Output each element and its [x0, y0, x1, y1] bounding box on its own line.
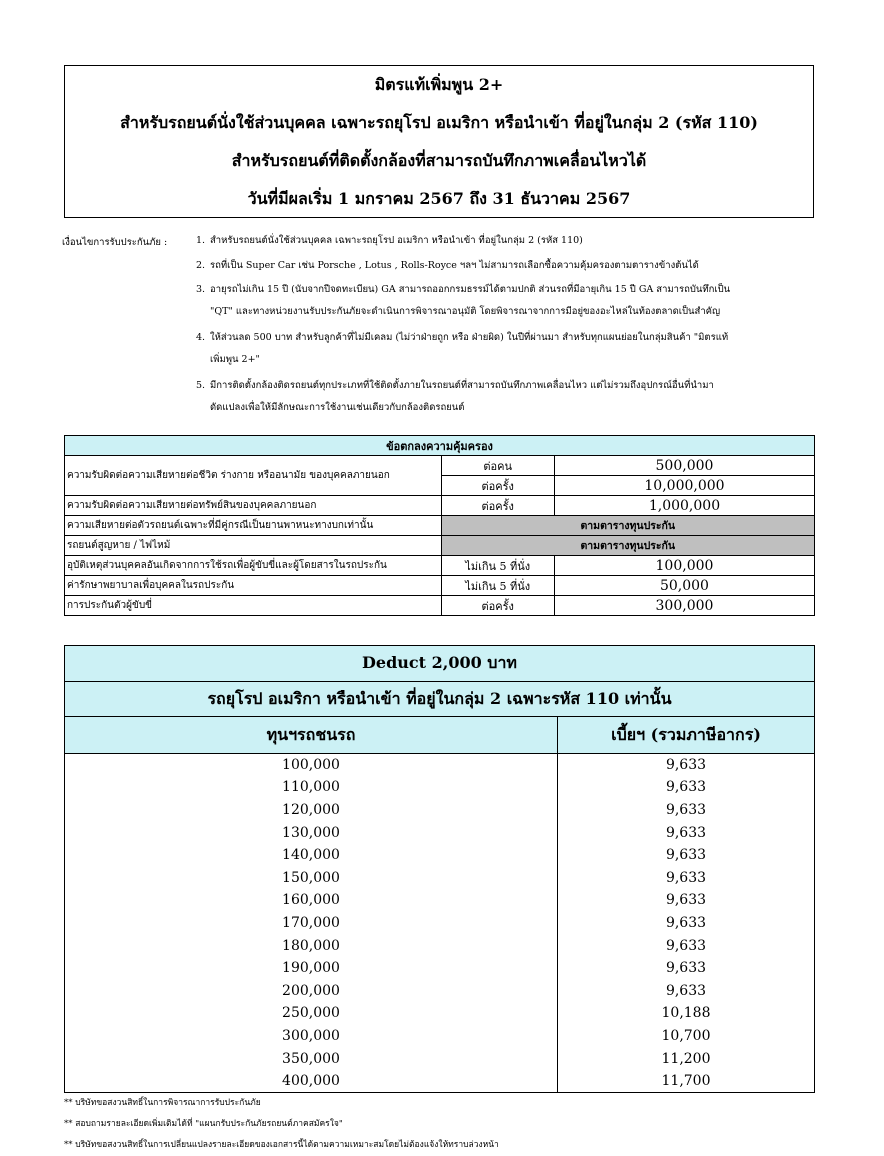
coverage-merged-value: ตามตารางทุนประกัน — [441, 536, 815, 556]
coverage-value: 100,000 — [554, 556, 814, 576]
table-row — [65, 889, 815, 912]
table-row — [65, 576, 815, 596]
coverage-table — [64, 435, 815, 616]
deduct-header: Deduct 2,000 บาท — [65, 646, 815, 682]
coverage-unit: ไม่เกิน 5 ที่นั่ง — [441, 556, 554, 576]
coverage-value: 50,000 — [554, 576, 814, 596]
table-row — [65, 456, 815, 476]
condition-item — [196, 255, 796, 277]
condition-text-cont: ดัดแปลงเพื่อให้มีลักษณะการใช้งานเช่นเดียวกับกล้องติดรถยนต์ — [210, 402, 465, 413]
title-box — [64, 65, 814, 218]
sum-insured-cell: 350,000 — [65, 1047, 558, 1070]
table-row — [65, 979, 815, 1002]
sum-insured-cell: 170,000 — [65, 912, 558, 935]
sum-insured-cell: 200,000 — [65, 979, 558, 1002]
coverage-value: 1,000,000 — [554, 496, 814, 516]
premium-cell: 9,633 — [558, 799, 815, 822]
table-row — [65, 496, 815, 516]
table-row — [65, 536, 815, 556]
group-header: รถยุโรป อเมริกา หรือนำเข้า ที่อยู่ในกลุ่ม 2 เฉพาะรหัส 110 เท่านั้น — [65, 682, 815, 717]
condition-number: 5. — [196, 380, 206, 391]
coverage-unit: ต่อคน — [441, 456, 554, 476]
title-product-name: มิตรแท้เพิ่มพูน 2+ — [374, 75, 504, 94]
sum-insured-cell: 160,000 — [65, 889, 558, 912]
table-row — [65, 866, 815, 889]
table-row — [65, 1047, 815, 1070]
table-row — [65, 844, 815, 867]
condition-number: 2. — [196, 260, 206, 271]
sum-insured-cell: 110,000 — [65, 776, 558, 799]
table-row — [65, 596, 815, 616]
table-row — [65, 1070, 815, 1093]
premium-cell: 9,633 — [558, 844, 815, 867]
table-row — [65, 912, 815, 935]
table-row — [65, 516, 815, 536]
coverage-header: ข้อตกลงความคุ้มครอง — [65, 436, 815, 456]
column-header-sum-insured: ทุนฯรถชนรถ — [65, 717, 558, 754]
coverage-desc: ความเสียหายต่อตัวรถยนต์เฉพาะที่มีคู่กรณีเป็นยานพาหนะทางบกเท่านั้น — [65, 516, 442, 536]
conditions-label: เงื่อนไขการรับประกันภัย : — [62, 237, 168, 248]
coverage-desc: ค่ารักษาพยาบาลเพื่อบุคคลในรถประกัน — [65, 576, 442, 596]
footnote: ** บริษัทขอสงวนสิทธิ์ในการพิจารณาการรับประกันภัย — [64, 1098, 261, 1108]
condition-number: 3. — [196, 284, 206, 295]
sum-insured-cell: 400,000 — [65, 1070, 558, 1093]
footnote: ** สอบถามรายละเอียดเพิ่มเติมได้ที่ "แผนกรับประกันภัยรถยนต์ภาคสมัครใจ" — [64, 1119, 343, 1129]
table-row — [65, 1025, 815, 1048]
title-effective-date: วันที่มีผลเริ่ม 1 มกราคม 2567 ถึง 31 ธันวาคม 2567 — [247, 189, 631, 208]
premium-cell: 9,633 — [558, 754, 815, 777]
condition-text: สำหรับรถยนต์นั่งใช้ส่วนบุคคล เฉพาะรถยุโรป อเมริกา หรือนำเข้า ที่อยู่ในกลุ่ม 2 (รหัส 110) — [210, 235, 583, 246]
table-row — [65, 821, 815, 844]
condition-text-cont: เพิ่มพูน 2+" — [210, 354, 260, 365]
premium-cell: 9,633 — [558, 934, 815, 957]
condition-item — [196, 230, 796, 252]
table-row — [65, 556, 815, 576]
condition-number: 1. — [196, 235, 206, 246]
condition-number: 4. — [196, 332, 206, 343]
condition-text-cont: "QT" และทางหน่วยงานรับประกันภัยจะดำเนินการพิจารณาอนุมัติ โดยพิจารณาจากการมีอยู่ของอะไหล่ในท้องตลาดเป็นสำคัญ — [210, 306, 721, 317]
table-row — [65, 957, 815, 980]
premium-cell: 11,700 — [558, 1070, 815, 1093]
coverage-value: 10,000,000 — [554, 476, 814, 496]
coverage-value: 500,000 — [554, 456, 814, 476]
sum-insured-cell: 120,000 — [65, 799, 558, 822]
premium-cell: 10,700 — [558, 1025, 815, 1048]
condition-item — [196, 375, 796, 419]
condition-text: อายุรถไม่เกิน 15 ปี (นับจากปีจดทะเบียน) GA สามารถออกกรมธรรม์ได้ตามปกติ ส่วนรถที่มีอายุเกิน 15 ปี GA สามารถบันทึกเป็น — [210, 284, 731, 295]
sum-insured-cell: 300,000 — [65, 1025, 558, 1048]
premium-cell: 9,633 — [558, 821, 815, 844]
sum-insured-cell: 100,000 — [65, 754, 558, 777]
sum-insured-cell: 250,000 — [65, 1002, 558, 1025]
footnotes — [64, 1093, 499, 1156]
table-row — [65, 799, 815, 822]
sum-insured-cell: 150,000 — [65, 866, 558, 889]
sum-insured-cell: 130,000 — [65, 821, 558, 844]
coverage-unit: ต่อครั้ง — [441, 596, 554, 616]
premium-cell: 9,633 — [558, 912, 815, 935]
premium-table — [64, 645, 815, 1093]
coverage-desc: การประกันตัวผู้ขับขี่ — [65, 596, 442, 616]
coverage-unit: ต่อครั้ง — [441, 476, 554, 496]
condition-item — [196, 327, 796, 371]
premium-cell: 9,633 — [558, 957, 815, 980]
column-header-premium: เบี้ยฯ (รวมภาษีอากร) — [558, 717, 815, 754]
table-row — [65, 934, 815, 957]
table-row — [65, 754, 815, 777]
premium-cell: 11,200 — [558, 1047, 815, 1070]
premium-cell: 10,188 — [558, 1002, 815, 1025]
sum-insured-cell: 140,000 — [65, 844, 558, 867]
sum-insured-cell: 190,000 — [65, 957, 558, 980]
coverage-value: 300,000 — [554, 596, 814, 616]
coverage-desc: ความรับผิดต่อความเสียหายต่อทรัพย์สินของบุคคลภายนอก — [65, 496, 442, 516]
condition-text: มีการติดตั้งกล้องติดรถยนต์ทุกประเภทที่ใช้ติดตั้งภายในรถยนต์ที่สามารถบันทึกภาพเคลื่อนไหว แต่ไม่รวมถึงอุปกรณ์อื่นที่นำมา — [210, 380, 714, 391]
premium-cell: 9,633 — [558, 776, 815, 799]
coverage-desc: อุบัติเหตุส่วนบุคคลอันเกิดจากการใช้รถเพื่อผู้ขับขี่และผู้โดยสารในรถประกัน — [65, 556, 442, 576]
coverage-desc: รถยนต์สูญหาย / ไฟไหม้ — [65, 536, 442, 556]
sum-insured-cell: 180,000 — [65, 934, 558, 957]
coverage-unit: ไม่เกิน 5 ที่นั่ง — [441, 576, 554, 596]
premium-cell: 9,633 — [558, 979, 815, 1002]
table-row — [65, 1002, 815, 1025]
coverage-unit: ต่อครั้ง — [441, 496, 554, 516]
condition-text: ให้ส่วนลด 500 บาท สำหรับลูกค้าที่ไม่มีเคลม (ไม่ว่าฝ่ายถูก หรือ ฝ่ายผิด) ในปีที่ผ่านมา สำหรับทุกแผนย่อยในกลุ่มสินค้า "มิตรแท้ — [210, 332, 729, 343]
condition-text: รถที่เป็น Super Car เช่น Porsche , Lotus , Rolls-Royce ฯลฯ ไม่สามารถเลือกซื้อความคุ้มครองตามตารางข้างต้นได้ — [210, 260, 699, 271]
footnote: ** บริษัทขอสงวนสิทธิ์ในการเปลี่ยนแปลงรายละเอียดของเอกสารนี้ได้ตามความเหมาะสมโดยไม่ต้องแจ้งให้ทราบล่วงหน้า — [64, 1140, 499, 1150]
condition-item — [196, 279, 796, 323]
table-row — [65, 776, 815, 799]
premium-cell: 9,633 — [558, 889, 815, 912]
coverage-desc: ความรับผิดต่อความเสียหายต่อชีวิต ร่างกาย หรืออนามัย ของบุคคลภายนอก — [65, 456, 442, 496]
title-vehicle-type: สำหรับรถยนต์นั่งใช้ส่วนบุคคล เฉพาะรถยุโรป อเมริกา หรือนำเข้า ที่อยู่ในกลุ่ม 2 (รหัส 110) — [120, 113, 758, 132]
premium-cell: 9,633 — [558, 866, 815, 889]
coverage-merged-value: ตามตารางทุนประกัน — [441, 516, 815, 536]
title-camera-condition: สำหรับรถยนต์ที่ติดตั้งกล้องที่สามารถบันทึกภาพเคลื่อนไหวได้ — [231, 151, 647, 170]
